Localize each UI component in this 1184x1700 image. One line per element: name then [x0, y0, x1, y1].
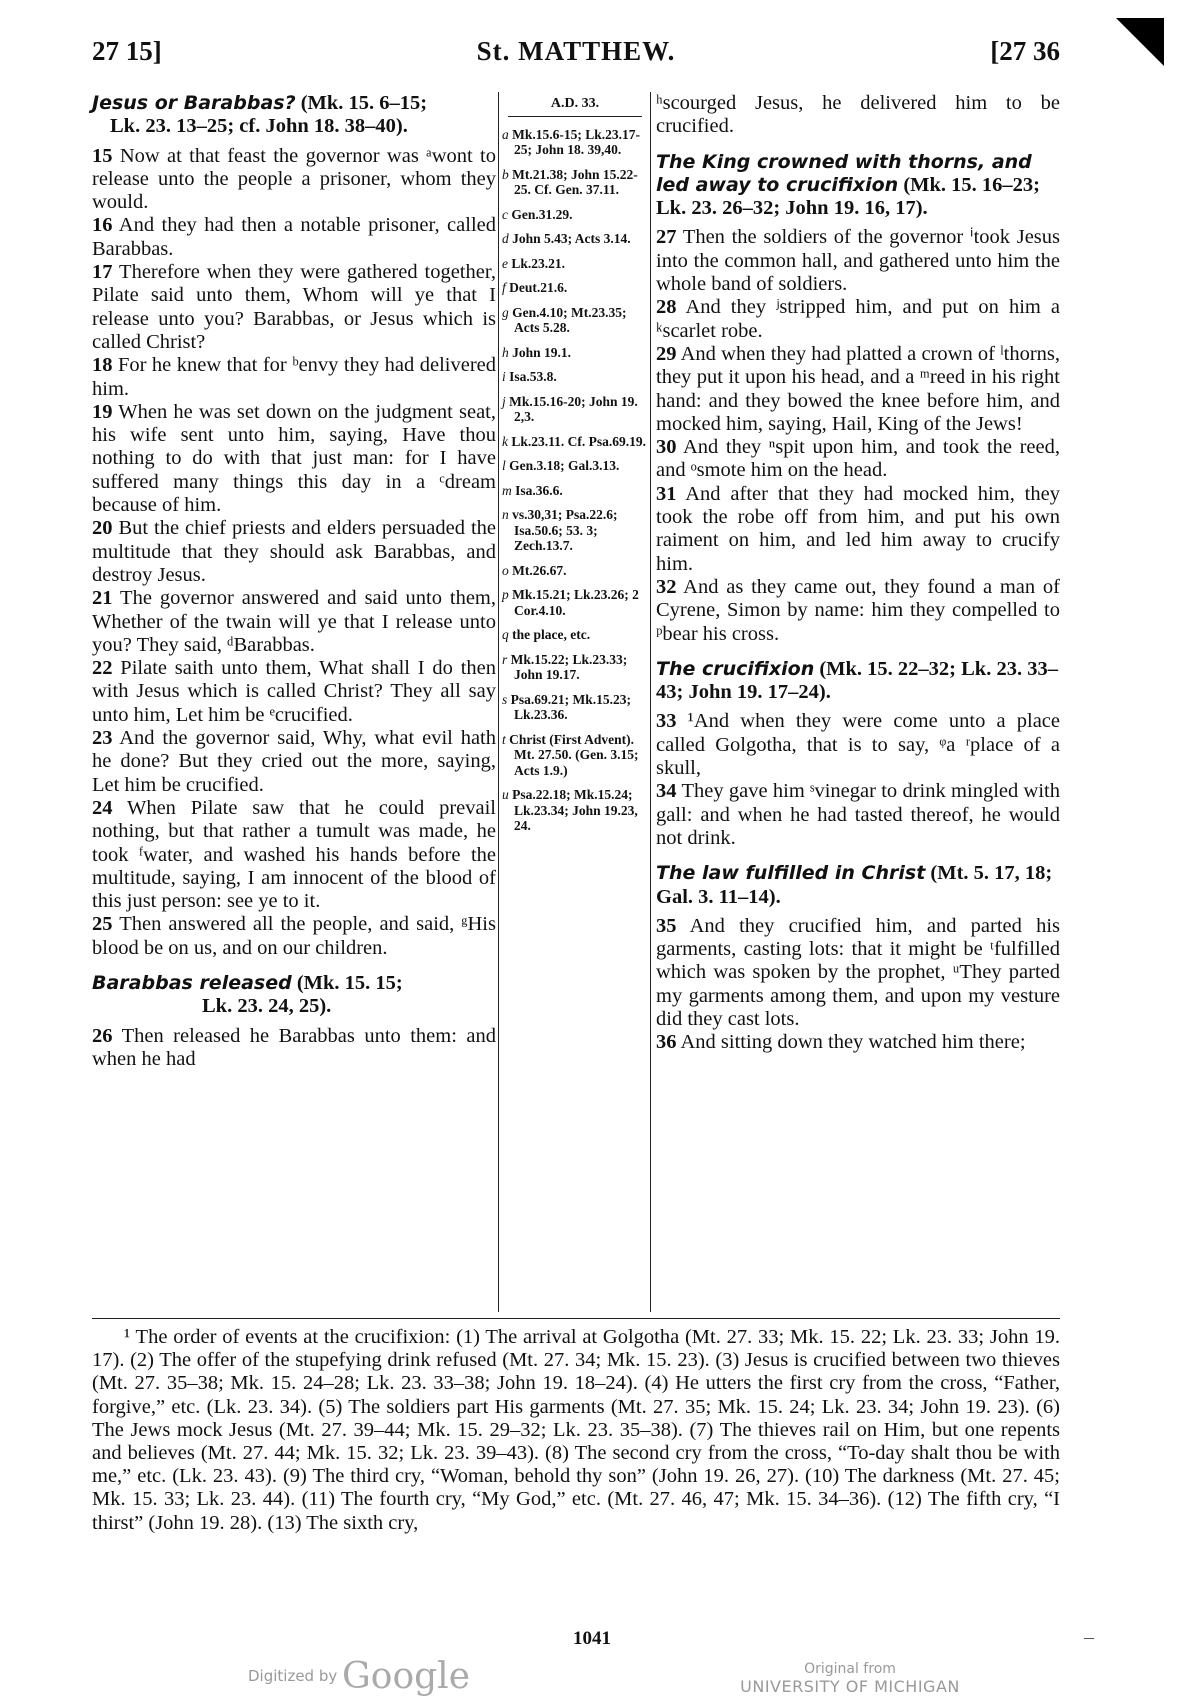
verse — [656, 1031, 1060, 1054]
right-verses-a — [656, 226, 1060, 645]
margin-dash — [1084, 1638, 1094, 1639]
verse-number: 19 — [92, 400, 113, 423]
heading-title: The law fulfilled in Christ — [656, 862, 926, 885]
section-heading-king-crowned — [656, 151, 1060, 221]
verse-text: The governor answered and said unto them, Whether of the twain will ye that I release unto you? They said, ᵈBarabbas. — [92, 587, 496, 656]
verse-text: And they ʲstripped him, and put on him a ᵏscarlet robe. — [656, 296, 1060, 342]
verse-number: 24 — [92, 796, 113, 819]
heading-title: The King crowned with thorns, and led away to crucifixion — [656, 150, 1032, 196]
verse-number: 18 — [92, 354, 113, 377]
verse — [656, 710, 1060, 780]
verse-text: Now at that feast the governor was ᵃwont to release unto the people a prisoner, whom they would. — [92, 144, 496, 214]
reference-letter: s — [502, 691, 508, 707]
verse — [92, 401, 496, 517]
reference-text: Gen.3.18; Gal.3.13. — [509, 458, 620, 473]
verse-number: 22 — [92, 657, 113, 680]
verse-number: 23 — [92, 727, 113, 750]
reference-text: Isa.36.6. — [515, 482, 563, 498]
reference-letter: u — [502, 787, 509, 802]
marginal-reference — [502, 434, 648, 450]
marginal-reference — [502, 305, 648, 336]
marginal-reference — [502, 345, 648, 361]
verse-number: 27 — [656, 226, 677, 249]
right-verses-c — [656, 915, 1060, 1055]
running-head-left: 27 15] — [92, 36, 162, 66]
left-verses — [92, 145, 496, 960]
heading-title: Barabbas released — [92, 971, 292, 994]
verse-text: And when they had platted a crown of ˡthorns, they put it upon his head, and a ᵐreed in his right hand: and they bowed the knee before him, and mocked him, saying, Hail, King of the Jews! — [656, 342, 1060, 435]
reference-letter: r — [502, 651, 508, 667]
verse-number: 28 — [656, 296, 677, 319]
reference-letter: p — [502, 587, 509, 602]
verse-text: And the governor said, Why, what evil hath he done? But they cried out the more, saying, Let him be crucified. — [92, 727, 497, 796]
section-heading-crucifixion — [656, 658, 1060, 705]
verse-number: 21 — [92, 587, 113, 610]
right-column — [656, 92, 1060, 1055]
marginal-reference — [502, 231, 648, 247]
reference-text: Mk.15.16-20; John 19. 2,3. — [509, 393, 638, 424]
verse-number: 35 — [656, 914, 677, 937]
reference-letter: l — [502, 458, 506, 473]
footnote-divider — [92, 1318, 1060, 1319]
section-heading-jesus-or-barabbas — [92, 92, 496, 139]
reference-text: John 19.1. — [512, 344, 572, 360]
verse-text: For he knew that for ᵇenvy they had delivered him. — [92, 354, 497, 400]
original-from-label: Original from — [804, 1661, 896, 1677]
heading-refs-continued: Lk. 23. 24, 25). — [202, 995, 332, 1018]
verse-number: 15 — [92, 144, 113, 167]
verse — [92, 727, 496, 797]
reference-letter: j — [502, 393, 506, 409]
verse — [656, 343, 1060, 436]
reference-letter: k — [502, 433, 508, 449]
verse — [656, 226, 1060, 296]
verse — [92, 587, 496, 657]
right-verses-b — [656, 710, 1060, 850]
reference-text: Gen.4.10; Mt.23.35; Acts 5.28. — [512, 304, 627, 335]
marginal-reference — [502, 280, 648, 296]
verse-number: 29 — [656, 342, 677, 365]
reference-text: Psa.22.18; Mk.15.24; Lk.23.34; John 19.23, 24. — [512, 787, 638, 833]
reference-letter: f — [502, 280, 506, 295]
reference-letter: h — [502, 344, 509, 360]
verse-number: 33 — [656, 710, 677, 733]
google-logo: Google — [342, 1656, 470, 1697]
heading-refs: (Mk. 15. 6–15; — [300, 92, 428, 114]
reference-text: Lk.23.11. Cf. Psa.69.19. — [511, 433, 647, 449]
running-head — [92, 36, 1060, 76]
verse-number: 36 — [656, 1031, 677, 1054]
verse-continuation: ʰscourged Jesus, he delivered him to be crucified. — [656, 92, 1060, 138]
corner-triangle-mark — [1116, 18, 1164, 66]
verse — [656, 780, 1060, 850]
verse — [656, 915, 1060, 1031]
reference-letter: d — [502, 231, 509, 246]
reference-letter: i — [502, 369, 506, 384]
reference-letter: q — [502, 627, 509, 642]
verse-text: When he was set down on the judgment seat, his wife sent unto him, saying, Have thou nothing to do with that just man: for I have suffered many things this day in a ᶜdream because of him. — [92, 400, 496, 517]
verse-text: Pilate saith unto them, What shall I do then with Jesus which is called Christ? They all say unto him, Let him be ᵉcrucified. — [92, 657, 496, 726]
verse-number: 17 — [92, 261, 113, 284]
marginal-reference — [502, 394, 648, 425]
reference-text: Deut.21.6. — [509, 280, 568, 295]
verse-text: And sitting down they watched him there; — [680, 1031, 1026, 1054]
heading-refs: (Mk. 15. 15; — [296, 971, 403, 994]
digitized-by-watermark — [248, 1656, 470, 1697]
marginal-reference — [502, 207, 648, 223]
reference-text: Lk.23.21. — [511, 255, 566, 271]
marginal-reference — [502, 458, 648, 474]
heading-refs: (Mk. 15. 16–23; Lk. 23. 26–32; John 19. 16, 17). — [656, 173, 1040, 220]
left-column — [92, 92, 496, 1071]
reference-text: Psa.69.21; Mk.15.23; Lk.23.36. — [510, 691, 632, 722]
verse-text: But the chief priests and elders persuaded the multitude that they should ask Barabbas, and destroy Jesus. — [92, 517, 497, 586]
verse-text: And they had then a notable prisoner, called Barabbas. — [92, 214, 496, 260]
heading-title: The crucifixion — [656, 657, 815, 680]
reference-letter: e — [502, 255, 508, 271]
verse-number: 32 — [656, 575, 677, 598]
marginal-reference — [502, 563, 648, 579]
column-divider-left — [498, 92, 499, 1312]
verse — [92, 797, 496, 913]
verse-text: They gave him ˢvinegar to drink mingled with gall: and when he had tasted thereof, he would not drink. — [656, 780, 1060, 849]
page-number: 1041 — [573, 1628, 611, 1649]
reference-text: Isa.53.8. — [509, 369, 557, 384]
reference-text: vs.30,31; Psa.22.6; Isa.50.6; 53. 3; Zech.13.7. — [512, 507, 618, 553]
verse-number: 20 — [92, 517, 113, 540]
reference-text: Mt.26.67. — [512, 562, 567, 578]
reference-text: Mt.21.38; John 15.22-25. Cf. Gen. 37.11. — [512, 166, 638, 197]
verse-text: When Pilate saw that he could prevail nothing, but that rather a tumult was made, he took ᶠwater, and washed his hands before the multitude, saying, I am innocent of the blood of this just person: see ye to it. — [92, 796, 496, 913]
reference-list — [502, 127, 648, 834]
footnote: ¹ The order of events at the crucifixion: (1) The arrival at Golgotha (Mt. 27. 33; Mk. 15. 22; Lk. 23. 33; John 19. 17). (2) The offer of the stupefying drink refused (Mt. 27. 34; Mk. 15. 23). (3) Jesus is crucified between two thieves (Mt. 27. 35–38; Mk. 15. 24–28; Lk. 23. 33–38; John 19. 18–24). (4) He utters the first cry from the cross, “Father, forgive,” etc. (Lk. 23. 34). (5) The soldiers part His garments (Mt. 27. 35; Mk. 15. 24; Lk. 23. 34; John 19. 23). (6) The Jews mock Jesus (Mt. 27. 39–44; Mk. 15. 29–32; Lk. 23. 35–38). (7) The thieves rail on Him, but one repents and believes (Mt. 27. 44; Mk. 15. 32; Lk. 23. 39–43). (8) The second cry from the cross, “To-day shalt thou be with me,” etc. (Lk. 23. 43). (9) The third cry, “Woman, behold thy son” (John 19. 26, 27). (10) The darkness (Mt. 27. 45; Mk. 15. 33; Lk. 23. 44). (11) The fourth cry, “My God,” etc. (Mt. 27. 46, 47; Mk. 15. 34–36). (12) The fifth cry, “I thirst” (John 19. 28). (13) The sixth cry, — [92, 1326, 1060, 1534]
verse — [92, 214, 496, 261]
reference-letter: b — [502, 166, 509, 182]
institution-label: UNIVERSITY OF MICHIGAN — [740, 1677, 960, 1696]
marginal-reference — [502, 587, 648, 618]
marginal-references — [502, 92, 648, 843]
reference-letter: a — [502, 126, 509, 142]
verse-text: Then the soldiers of the governor ⁱtook Jesus into the common hall, and gathered unto him the whole band of soldiers. — [656, 226, 1060, 296]
verse — [656, 296, 1060, 343]
verse — [92, 145, 496, 215]
marginal-reference — [502, 369, 648, 385]
reference-letter: m — [502, 482, 512, 498]
year-label: A.D. 33. — [508, 96, 642, 117]
verse — [656, 436, 1060, 483]
digitized-by-label: Digitized by — [248, 1667, 338, 1685]
reference-text: Mk.15.6-15; Lk.23.17-25; John 18. 39,40. — [512, 126, 640, 157]
heading-refs: (Mt. 5. 17, 18; Gal. 3. 11–14). — [656, 862, 1053, 908]
verse-text: Then answered all the people, and said, ᵍHis blood be on us, and on our children. — [92, 913, 496, 959]
verse — [92, 354, 496, 401]
reference-letter: t — [502, 731, 506, 747]
verse-text: Then released he Barabbas unto them: and when he had — [92, 1024, 496, 1070]
verse — [92, 261, 496, 354]
verse-number: 30 — [656, 436, 677, 459]
verse-text: ¹And when they were come unto a place called Golgotha, that is to say, ᵠa ʳplace of a skull, — [656, 710, 1060, 780]
verse — [92, 657, 496, 727]
original-from-watermark — [720, 1660, 980, 1696]
verse-number: 25 — [92, 913, 113, 936]
reference-text: Gen.31.29. — [511, 206, 573, 222]
marginal-reference — [502, 627, 648, 643]
marginal-reference — [502, 652, 648, 683]
marginal-reference — [502, 127, 648, 158]
marginal-reference — [502, 167, 648, 198]
heading-refs-continued: Lk. 23. 13–25; cf. John 18. 38–40). — [110, 115, 408, 138]
verse — [92, 913, 496, 960]
marginal-reference — [502, 507, 648, 554]
verse-number: 26 — [92, 1024, 113, 1047]
verse-text: And as they came out, they found a man of Cyrene, Simon by name: him they compelled to ᵖbear his cross. — [656, 575, 1060, 645]
reference-letter: n — [502, 507, 509, 522]
reference-letter: g — [502, 304, 509, 320]
verse — [656, 576, 1060, 646]
marginal-reference — [502, 692, 648, 723]
reference-letter: c — [502, 206, 508, 222]
verse-text: And they crucified him, and parted his garments, casting lots: that it might be ᵗfulfilled which was spoken by the prophet, ᵘThey parted my garments among them, and upon my vesture did they cast lots. — [656, 914, 1060, 1030]
reference-text: John 5.43; Acts 3.14. — [512, 231, 631, 246]
verse — [92, 517, 496, 587]
verse-number: 31 — [656, 482, 677, 505]
marginal-reference — [502, 256, 648, 272]
reference-text: Christ (First Advent). Mt. 27.50. (Gen. 3.15; Acts 1.9.) — [509, 731, 639, 778]
verse-text: And they ⁿspit upon him, and took the reed, and ᵒsmote him on the head. — [656, 436, 1060, 482]
section-heading-law-fulfilled — [656, 862, 1060, 909]
verse — [656, 483, 1060, 576]
running-head-right: [27 36 — [990, 36, 1060, 66]
marginal-reference — [502, 732, 648, 779]
heading-refs: (Mk. 15. 22–32; Lk. 23. 33–43; John 19. 17–24). — [656, 657, 1058, 704]
running-head-title: St. MATTHEW. — [476, 36, 676, 66]
verse-number: 34 — [656, 780, 677, 803]
reference-text: the place, etc. — [512, 627, 591, 642]
verse-number: 16 — [92, 214, 113, 237]
marginal-reference — [502, 483, 648, 499]
marginal-reference — [502, 787, 648, 834]
reference-letter: o — [502, 562, 509, 578]
verse — [92, 1025, 496, 1072]
reference-text: Mk.15.22; Lk.23.33; John 19.17. — [510, 651, 628, 682]
verse-text: Therefore when they were gathered together, Pilate said unto them, Whom will ye that I release unto you? Barabbas, or Jesus which is called Christ? — [92, 261, 496, 353]
reference-text: Mk.15.21; Lk.23.26; 2 Cor.4.10. — [512, 587, 639, 618]
heading-title: Jesus or Barabbas? — [92, 92, 296, 114]
section-heading-barabbas-released — [92, 972, 496, 1019]
column-divider-right — [650, 92, 651, 1312]
verse-text: And after that they had mocked him, they took the robe off from him, and put his own raiment on him, and led him away to crucify him. — [656, 482, 1060, 575]
